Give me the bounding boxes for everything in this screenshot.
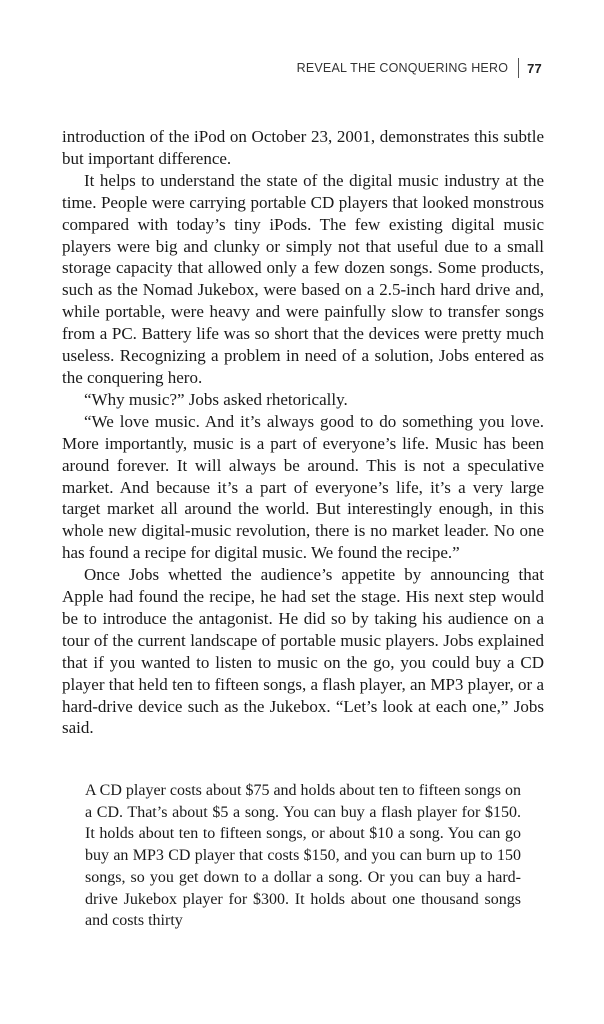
paragraph: It helps to understand the state of the digital music industry at the time. People were carrying portable CD players that looked monstrous compared with today’s tiny iPods. The few existing digital music players were big and clunky or simply not that useful due to a small storage capacity that allowed only a few dozen songs. Some products, such as the Nomad Jukebox, were based on a 2.5-inch hard drive and, while portable, were heavy and were painfully slow to transfer songs from a PC. Battery life was so short that the devices were pretty much useless. Recognizing a problem in need of a solution, Jobs entered as the conquering hero. xyxy=(62,170,544,387)
body-text xyxy=(62,126,544,739)
block-quote xyxy=(85,780,521,932)
page-number: 77 xyxy=(527,60,542,76)
header-divider xyxy=(518,58,519,78)
paragraph: Once Jobs whetted the audience’s appetite by announcing that Apple had found the recipe, he had set the stage. His next step would be to introduce the antagonist. He did so by taking his audience on a tour of the current landscape of portable music players. Jobs explained that if you wanted to listen to music on the go, you could buy a CD player that held ten to fifteen songs, a flash player, an MP3 player, or a hard-drive device such as the Jukebox. “Let’s look at each one,” Jobs said. xyxy=(62,565,544,738)
paragraph: introduction of the iPod on October 23, 2001, demonstrates this subtle but important difference. xyxy=(62,127,544,168)
quote-text: A CD player costs about $75 and holds about ten to fifteen songs on a CD. That’s about $5 a song. You can buy a flash player for $150. It holds about ten to fifteen songs, or about $10 a song. You can go buy an MP3 CD player that costs $150, and you can burn up to 150 songs, so you get down to a dollar a song. Or you can buy a hard-drive Jukebox player for $300. It holds about one thousand songs and costs thirty xyxy=(85,782,521,930)
running-header xyxy=(297,58,542,78)
running-title: REVEAL THE CONQUERING HERO xyxy=(296,61,509,75)
paragraph: “We love music. And it’s always good to do something you love. More importantly, music is a part of everyone’s life. Music has been around forever. It will always be around. This is not a speculative market. And because it’s a part of everyone’s life, it’s a very large target market all around the world. But interestingly enough, in this whole new digital-music revolution, there is no market leader. No one has found a recipe for digital music. We found the recipe.” xyxy=(62,411,544,563)
paragraph: “Why music?” Jobs asked rhetorically. xyxy=(84,389,348,409)
